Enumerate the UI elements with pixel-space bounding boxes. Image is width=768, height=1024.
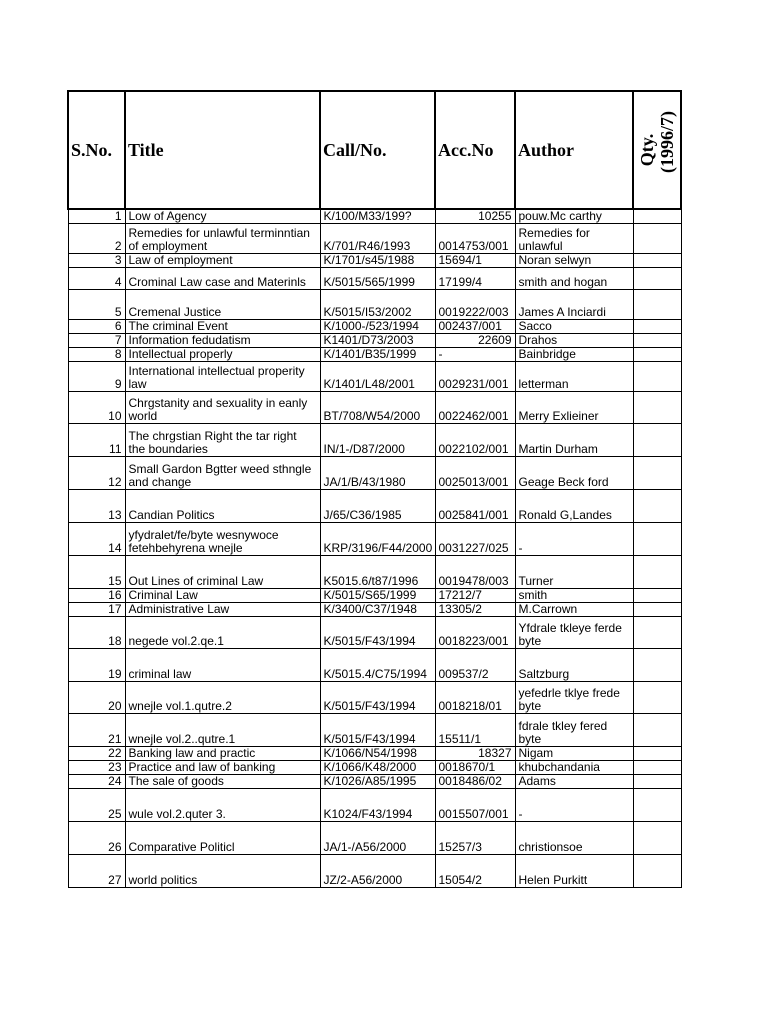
cell-qty [633, 775, 681, 789]
cell-acc-no: 17212/7 [435, 589, 515, 603]
table-row [68, 682, 681, 714]
cell-sno: 8 [68, 348, 125, 362]
cell-call-no: K/5015/F43/1994 [320, 682, 435, 714]
cell-title: yfydralet/fe/byte wesnywoce fetehbehyrena wnejle [125, 523, 320, 556]
cell-sno: 5 [68, 290, 125, 320]
cell-qty [633, 649, 681, 682]
cell-title: negede vol.2.qe.1 [125, 617, 320, 649]
cell-sno: 23 [68, 761, 125, 775]
cell-call-no: K/5015/S65/1999 [320, 589, 435, 603]
cell-qty [633, 714, 681, 747]
cell-author: Bainbridge [515, 348, 633, 362]
cell-acc-no: 15257/3 [435, 822, 515, 855]
cell-call-no: K/5015/I53/2002 [320, 290, 435, 320]
cell-call-no: K/5015/565/1999 [320, 268, 435, 290]
cell-title: wnejle vol.1.qutre.2 [125, 682, 320, 714]
table-row [68, 424, 681, 457]
cell-author: Sacco [515, 320, 633, 334]
cell-title: Small Gardon Bgtter weed sthngle and change [125, 457, 320, 490]
cell-sno: 11 [68, 424, 125, 457]
cell-qty [633, 603, 681, 617]
table-row [68, 556, 681, 589]
table-row [68, 761, 681, 775]
cell-acc-no: 0018223/001 [435, 617, 515, 649]
cell-title: Out Lines of criminal Law [125, 556, 320, 589]
table-row [68, 523, 681, 556]
cell-acc-no: 002437/001 [435, 320, 515, 334]
cell-qty [633, 320, 681, 334]
cell-sno: 26 [68, 822, 125, 855]
cell-call-no: K/1026/A85/1995 [320, 775, 435, 789]
cell-call-no: JA/1-/A56/2000 [320, 822, 435, 855]
cell-sno: 22 [68, 747, 125, 761]
table-row [68, 224, 681, 254]
cell-acc-no: 0018486/02 [435, 775, 515, 789]
cell-author: Yfdrale tkleye ferde byte [515, 617, 633, 649]
table-row [68, 617, 681, 649]
cell-call-no: K/3400/C37/1948 [320, 603, 435, 617]
cell-sno: 20 [68, 682, 125, 714]
cell-sno: 10 [68, 392, 125, 424]
cell-sno: 17 [68, 603, 125, 617]
cell-title: Banking law and practic [125, 747, 320, 761]
cell-title: Criminal Law [125, 589, 320, 603]
cell-acc-no: 15694/1 [435, 254, 515, 268]
cell-qty [633, 348, 681, 362]
cell-acc-no: 22609 [435, 334, 515, 348]
cell-call-no: K/1066/N54/1998 [320, 747, 435, 761]
cell-sno: 3 [68, 254, 125, 268]
table-row [68, 589, 681, 603]
cell-author: Geage Beck ford [515, 457, 633, 490]
table-row [68, 457, 681, 490]
cell-sno: 4 [68, 268, 125, 290]
cell-title: Crominal Law case and Materinls [125, 268, 320, 290]
cell-acc-no: 0014753/001 [435, 224, 515, 254]
cell-qty [633, 855, 681, 888]
cell-title: The chrgstian Right the tar right the boundaries [125, 424, 320, 457]
cell-title: The sale of goods [125, 775, 320, 789]
cell-call-no: KRP/3196/F44/2000 [320, 523, 435, 556]
cell-acc-no: 13305/2 [435, 603, 515, 617]
cell-title: Practice and law of banking [125, 761, 320, 775]
cell-author: Noran selwyn [515, 254, 633, 268]
cell-call-no: BT/708/W54/2000 [320, 392, 435, 424]
table-row [68, 747, 681, 761]
table-row [68, 789, 681, 822]
cell-call-no: K/1401/B35/1999 [320, 348, 435, 362]
cell-call-no: K/1000-/523/1994 [320, 320, 435, 334]
header-row [68, 91, 681, 209]
cell-qty [633, 789, 681, 822]
cell-author: - [515, 789, 633, 822]
cell-sno: 9 [68, 362, 125, 392]
cell-title: The criminal Event [125, 320, 320, 334]
cell-qty [633, 362, 681, 392]
table-row [68, 603, 681, 617]
cell-acc-no: 15054/2 [435, 855, 515, 888]
cell-qty [633, 589, 681, 603]
cell-sno: 15 [68, 556, 125, 589]
cell-acc-no: 0031227/025 [435, 523, 515, 556]
cell-call-no: K/5015/F43/1994 [320, 617, 435, 649]
cell-acc-no: 10255 [435, 209, 515, 224]
cell-qty [633, 392, 681, 424]
cell-acc-no: 15511/1 [435, 714, 515, 747]
cell-title: criminal law [125, 649, 320, 682]
cell-sno: 14 [68, 523, 125, 556]
cell-qty [633, 682, 681, 714]
cell-acc-no: 0025013/001 [435, 457, 515, 490]
table-row [68, 714, 681, 747]
cell-acc-no: 0022462/001 [435, 392, 515, 424]
cell-call-no: JA/1/B/43/1980 [320, 457, 435, 490]
cell-call-no: J/65/C36/1985 [320, 490, 435, 523]
cell-author: Martin Durham [515, 424, 633, 457]
cell-author: Merry Exlieiner [515, 392, 633, 424]
table-row [68, 822, 681, 855]
table-row [68, 348, 681, 362]
cell-qty [633, 334, 681, 348]
cell-title: wule vol.2.quter 3. [125, 789, 320, 822]
table-row [68, 209, 681, 224]
cell-author: Ronald G,Landes [515, 490, 633, 523]
cell-author: khubchandania [515, 761, 633, 775]
cell-call-no: K/100/M33/199? [320, 209, 435, 224]
cell-qty [633, 747, 681, 761]
table-row [68, 254, 681, 268]
cell-title: Remedies for unlawful terminntian of employment [125, 224, 320, 254]
header-title: Title [125, 91, 320, 209]
cell-qty [633, 424, 681, 457]
header-qty-line1: Qty. [637, 133, 657, 167]
cell-call-no: K5015.6/t87/1996 [320, 556, 435, 589]
cell-sno: 1 [68, 209, 125, 224]
cell-title: Low of Agency [125, 209, 320, 224]
book-table [67, 90, 682, 888]
cell-author: smith [515, 589, 633, 603]
cell-title: Law of employment [125, 254, 320, 268]
header-qty-label [637, 111, 677, 173]
cell-title: Comparative Politicl [125, 822, 320, 855]
cell-author: Adams [515, 775, 633, 789]
cell-acc-no: 18327 [435, 747, 515, 761]
cell-qty [633, 490, 681, 523]
cell-qty [633, 523, 681, 556]
table-row [68, 649, 681, 682]
table-row [68, 268, 681, 290]
cell-acc-no: - [435, 348, 515, 362]
cell-qty [633, 290, 681, 320]
cell-acc-no: 0015507/001 [435, 789, 515, 822]
cell-author: letterman [515, 362, 633, 392]
cell-sno: 19 [68, 649, 125, 682]
header-qty [633, 91, 681, 209]
cell-author: James A Inciardi [515, 290, 633, 320]
library-book-list [67, 90, 680, 888]
cell-acc-no: 0018670/1 [435, 761, 515, 775]
cell-title: Information fedudatism [125, 334, 320, 348]
header-sno: S.No. [68, 91, 125, 209]
cell-author: pouw.Mc carthy [515, 209, 633, 224]
table-row [68, 290, 681, 320]
cell-sno: 2 [68, 224, 125, 254]
cell-title: Cremenal Justice [125, 290, 320, 320]
cell-author: fdrale tkley fered byte [515, 714, 633, 747]
cell-call-no: IN/1-/D87/2000 [320, 424, 435, 457]
cell-acc-no: 009537/2 [435, 649, 515, 682]
cell-call-no: JZ/2-A56/2000 [320, 855, 435, 888]
cell-acc-no: 0019222/003 [435, 290, 515, 320]
cell-acc-no: 17199/4 [435, 268, 515, 290]
cell-call-no: K/701/R46/1993 [320, 224, 435, 254]
cell-qty [633, 617, 681, 649]
cell-author: Remedies for unlawful [515, 224, 633, 254]
cell-qty [633, 209, 681, 224]
table-row [68, 392, 681, 424]
cell-title: International intellectual properity law [125, 362, 320, 392]
cell-author: M.Carrown [515, 603, 633, 617]
cell-qty [633, 761, 681, 775]
cell-sno: 6 [68, 320, 125, 334]
cell-title: Candian Politics [125, 490, 320, 523]
cell-title: wnejle vol.2..qutre.1 [125, 714, 320, 747]
header-qty-line2: (1996/7) [657, 111, 677, 173]
cell-author: yefedrle tklye frede byte [515, 682, 633, 714]
cell-sno: 18 [68, 617, 125, 649]
cell-call-no: K/5015.4/C75/1994 [320, 649, 435, 682]
cell-call-no: K/5015/F43/1994 [320, 714, 435, 747]
cell-qty [633, 254, 681, 268]
cell-author: Saltzburg [515, 649, 633, 682]
cell-author: - [515, 523, 633, 556]
table-row [68, 490, 681, 523]
cell-acc-no: 0022102/001 [435, 424, 515, 457]
cell-call-no: K/1066/K48/2000 [320, 761, 435, 775]
cell-author: christionsoe [515, 822, 633, 855]
cell-sno: 27 [68, 855, 125, 888]
table-row [68, 320, 681, 334]
cell-qty [633, 822, 681, 855]
cell-author: smith and hogan [515, 268, 633, 290]
table-row [68, 334, 681, 348]
header-call-no: Call/No. [320, 91, 435, 209]
cell-acc-no: 0018218/01 [435, 682, 515, 714]
cell-title: Intellectual properly [125, 348, 320, 362]
cell-author: Drahos [515, 334, 633, 348]
cell-sno: 7 [68, 334, 125, 348]
cell-sno: 25 [68, 789, 125, 822]
cell-author: Nigam [515, 747, 633, 761]
cell-title: Chrgstanity and sexuality in eanly world [125, 392, 320, 424]
header-author: Author [515, 91, 633, 209]
cell-acc-no: 0029231/001 [435, 362, 515, 392]
table-row [68, 775, 681, 789]
cell-call-no: K1024/F43/1994 [320, 789, 435, 822]
cell-author: Helen Purkitt [515, 855, 633, 888]
cell-acc-no: 0019478/003 [435, 556, 515, 589]
cell-sno: 16 [68, 589, 125, 603]
cell-qty [633, 268, 681, 290]
cell-sno: 13 [68, 490, 125, 523]
cell-qty [633, 556, 681, 589]
cell-sno: 12 [68, 457, 125, 490]
cell-call-no: K/1401/L48/2001 [320, 362, 435, 392]
header-acc-no: Acc.No [435, 91, 515, 209]
cell-title: world politics [125, 855, 320, 888]
cell-title: Administrative Law [125, 603, 320, 617]
cell-call-no: K/1701/s45/1988 [320, 254, 435, 268]
cell-acc-no: 0025841/001 [435, 490, 515, 523]
cell-qty [633, 457, 681, 490]
cell-sno: 24 [68, 775, 125, 789]
table-row [68, 855, 681, 888]
cell-qty [633, 224, 681, 254]
table-body [68, 209, 681, 888]
cell-call-no: K1401/D73/2003 [320, 334, 435, 348]
cell-author: Turner [515, 556, 633, 589]
table-row [68, 362, 681, 392]
cell-sno: 21 [68, 714, 125, 747]
